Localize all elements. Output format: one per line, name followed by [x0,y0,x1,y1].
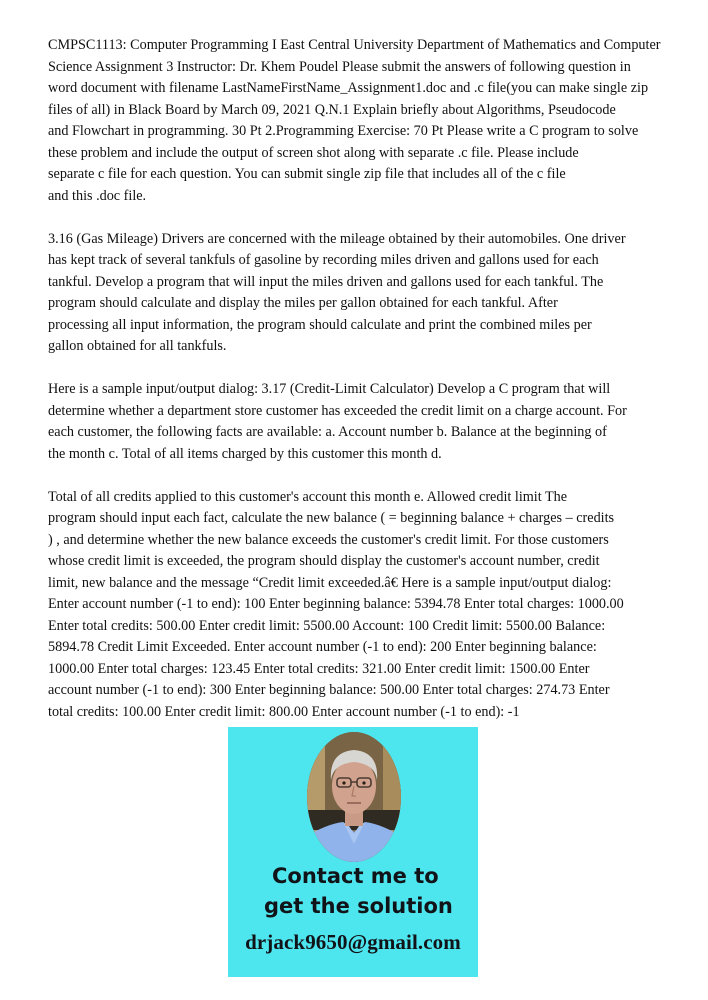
paragraph-gas-mileage [48,229,688,358]
text-line: Here is a sample input/output dialog: 3.17 (Credit-Limit Calculator) Develop a C program that will [48,381,611,397]
text-line: gallon obtained for all tankfuls. [48,338,227,354]
text-line: Enter account number (-1 to end): 100 Enter beginning balance: 5394.78 Enter total charges: 1000.00 [48,596,624,612]
text-line: determine whether a department store customer has exceeded the credit limit on a charge account. For [48,402,627,419]
text-line: account number (-1 to end): 300 Enter beginning balance: 500.00 Enter total charges: 274.73 Enter [48,682,610,698]
text-line: separate c file for each question. You can submit single zip file that includes all of the c file [48,166,566,182]
text-line: each customer, the following facts are available: a. Account number b. Balance at the beginning of [48,424,607,440]
paragraph-credit-limit-dialog [48,487,688,724]
text-line: Science Assignment 3 Instructor: Dr. Khem Poudel Please submit the answers of following question in [48,58,631,75]
contact-email: drjack9650@gmail.com [245,930,461,954]
text-line: files of all) in Black Board by March 09, 2021 Q.N.1 Explain briefly about Algorithms, Pseudocode [48,101,616,118]
paragraph-intro [48,35,688,207]
text-line: these problem and include the output of screen shot along with separate .c file. Please include [48,144,579,161]
text-line: ) , and determine whether the new balance exceeds the customer's credit limit. For those customers [48,531,609,548]
text-line: 3.16 (Gas Mileage) Drivers are concerned with the mileage obtained by their automobiles. One driver [48,230,626,247]
text-line: and Flowchart in programming. 30 Pt 2.Programming Exercise: 70 Pt Please write a C program to solve [48,123,639,139]
assignment-document [48,35,688,745]
text-line: total credits: 100.00 Enter credit limit: 800.00 Enter account number (-1 to end): -1 [48,703,520,720]
text-line: word document with filename LastNameFirstName_Assignment1.doc and .c file(you can make single zip [48,80,649,96]
text-line: has kept track of several tankfuls of gasoline by recording miles driven and gallons used for each [48,252,599,268]
text-line: Enter total credits: 500.00 Enter credit limit: 5500.00 Account: 100 Credit limit: 5500.00 Balance: [48,617,606,634]
text-line: 5894.78 Credit Limit Exceeded. Enter account number (-1 to end): 200 Enter beginning balance: [48,639,597,655]
text-line: limit, new balance and the message “Credit limit exceeded.â€ Here is a sample input/output dialog: [48,574,612,591]
text-line: program should input each fact, calculate the new balance ( = beginning balance + charges – credits [48,510,615,526]
text-line: tankful. Develop a program that will input the miles driven and gallons used for each tankful. The [48,273,604,290]
contact-headline-line1: Contact me to [272,864,439,888]
text-line: CMPSC1113: Computer Programming I East Central University Department of Mathematics and Computer [48,37,661,53]
text-line: the month c. Total of all items charged by this customer this month d. [48,445,442,462]
text-line: Total of all credits applied to this customer's account this month e. Allowed credit limit The [48,488,568,505]
contact-ad-image [228,727,478,977]
text-line: processing all input information, the program should calculate and print the combined miles per [48,316,592,333]
text-line: whose credit limit is exceeded, the program should display the customer's account number, credit [48,553,600,569]
person-portrait-icon [307,732,401,862]
text-line: program should calculate and display the miles per gallon obtained for each tankful. After [48,295,558,311]
text-line: and this .doc file. [48,187,147,204]
paragraph-credit-limit-intro [48,379,688,465]
contact-headline-line2: get the solution [264,894,453,918]
text-line: 1000.00 Enter total charges: 123.45 Enter total credits: 321.00 Enter credit limit: 1500.00 Enter [48,660,590,677]
